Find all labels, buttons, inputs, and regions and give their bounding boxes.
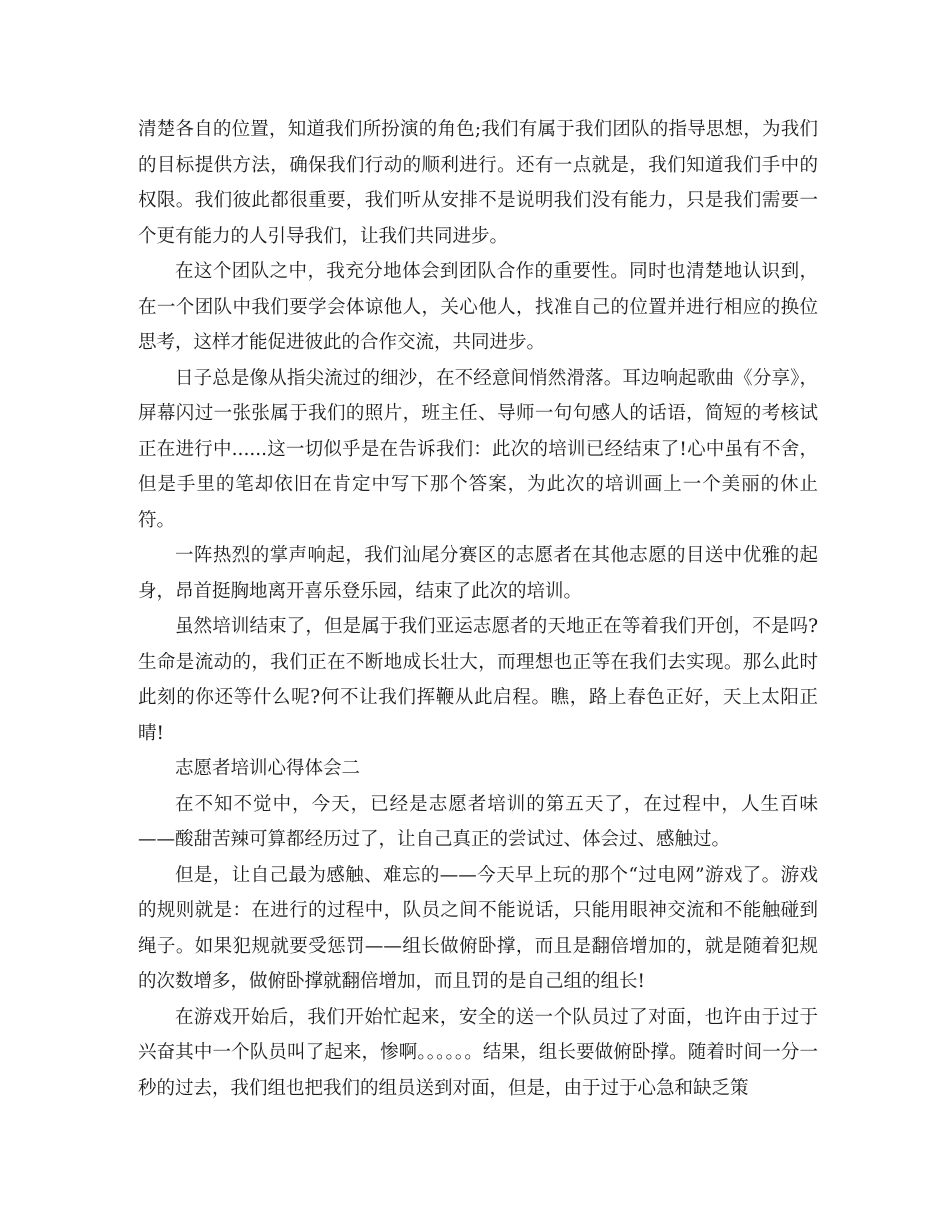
paragraph-7: 但是，让自己最为感触、难忘的——今天早上玩的那个“过电网”游戏了。游戏的规则就是：在进行的过程中，队员之间不能说话，只能用眼神交流和不能触碰到绳子。如果犯规就要受惩罚——组长做俯卧撑，而且是翻倍增加的，就是随着犯规的次数增多，做俯卧撑就翻倍增加，而且罚的是自己组的组长! (138, 864, 818, 992)
paragraph-8: 在游戏开始后，我们开始忙起来，安全的送一个队员过了对面，也许由于过于兴奋其中一个队员叫了起来，惨啊。。。。。。结果，组长要做俯卧撑。随着时间一分一秒的过去，我们组也把我们的组员送到对面，但是，由于过于心急和缺乏策 (138, 1006, 818, 1099)
paragraph-1: 清楚各自的位置，知道我们所扮演的角色;我们有属于我们团队的指导思想，为我们的目标提供方法，确保我们行动的顺利进行。还有一点就是，我们知道我们手中的权限。我们彼此都很重要，我们听从安排不是说明我们没有能力，只是我们需要一个更有能力的人引导我们，让我们共同进步。 (138, 119, 818, 247)
paragraph-4: 一阵热烈的掌声响起，我们汕尾分赛区的志愿者在其他志愿的目送中优雅的起身，昂首挺胸地离开喜乐登乐园，结束了此次的培训。 (138, 545, 818, 602)
section-heading: 志愿者培训心得体会二 (175, 758, 361, 779)
document-body (138, 112, 818, 1106)
paragraph-3: 日子总是像从指尖流过的细沙，在不经意间悄然滑落。耳边响起歌曲《分享》，屏幕闪过一张张属于我们的照片，班主任、导师一句句感人的话语，简短的考核试正在进行中......这一切似乎是在告诉我们：此次的培训已经结束了!心中虽有不舍，但是手里的笔却依旧在肯定中写下那个答案，为此次的培训画上一个美丽的休止符。 (138, 367, 818, 531)
paragraph-6: 在不知不觉中，今天，已经是志愿者培训的第五天了，在过程中，人生百味——酸甜苦辣可算都经历过了，让自己真正的尝试过、体会过、感触过。 (138, 793, 818, 850)
paragraph-5: 虽然培训结束了，但是属于我们亚运志愿者的天地正在等着我们开创，不是吗?生命是流动的，我们正在不断地成长壮大，而理想也正等在我们去实现。那么此时此刻的你还等什么呢?何不让我们挥鞭从此启程。瞧，路上春色正好，天上太阳正晴! (138, 616, 818, 744)
paragraph-2: 在这个团队之中，我充分地体会到团队合作的重要性。同时也清楚地认识到，在一个团队中我们要学会体谅他人，关心他人，找准自己的位置并进行相应的换位思考，这样才能促进彼此的合作交流，共同进步。 (138, 261, 818, 353)
